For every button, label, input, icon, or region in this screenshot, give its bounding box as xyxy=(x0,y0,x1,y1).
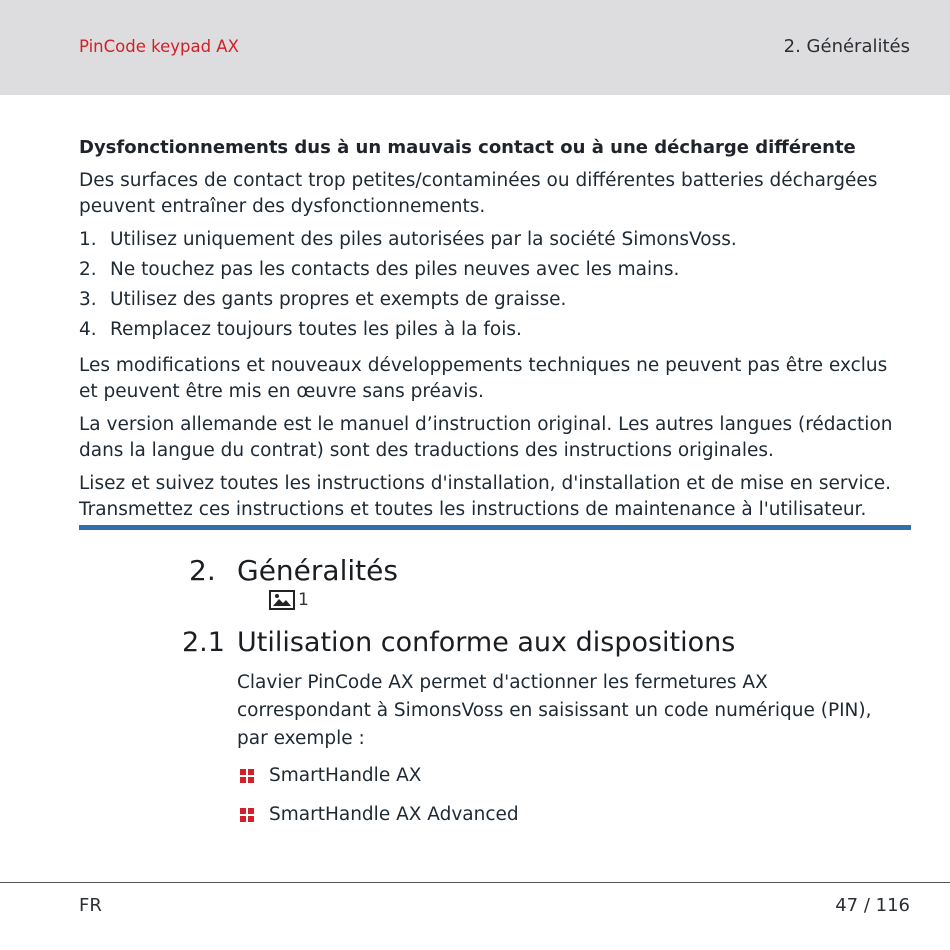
notice-paragraph: Les modifications et nouveaux développements techniques ne peuvent pas être exclus et peuvent être mis en œuvre sans préavis. xyxy=(79,355,888,402)
step-item xyxy=(79,227,911,257)
bullet-icon xyxy=(240,769,254,783)
bullet-icon xyxy=(240,808,254,822)
section-title: Généralités xyxy=(237,554,398,587)
list-item xyxy=(240,765,421,786)
footer-divider xyxy=(0,882,950,883)
step-item xyxy=(79,287,911,317)
steps-list xyxy=(79,227,911,347)
notice-heading: Dysfonctionnements dus à un mauvais contact ou à une décharge différente xyxy=(79,137,856,158)
notice-divider xyxy=(79,525,911,530)
image-icon xyxy=(269,590,295,610)
subsection-title: Utilisation conforme aux dispositions xyxy=(237,627,736,658)
section-number: 2. xyxy=(189,554,216,587)
step-number: 4. xyxy=(79,319,97,340)
notice-intro: Des surfaces de contact trop petites/contaminées ou différentes batteries déchargées peuvent entraîner des dysfonctionnements. xyxy=(79,170,878,217)
list-item-text: SmartHandle AX xyxy=(269,765,422,786)
page-number: 47 / 116 xyxy=(835,895,910,916)
page-header xyxy=(0,0,950,95)
step-number: 2. xyxy=(79,259,97,280)
step-item xyxy=(79,317,911,347)
product-name: PinCode keypad AX xyxy=(79,37,239,56)
image-reference[interactable] xyxy=(269,590,309,610)
step-text: Ne touchez pas les contacts des piles neuves avec les mains. xyxy=(110,259,680,280)
subsection-number: 2.1 xyxy=(182,627,225,658)
notice-paragraph: La version allemande est le manuel d’instruction original. Les autres langues (rédaction dans la langue du contrat) sont des traductions des instructions originales. xyxy=(79,414,893,461)
step-item xyxy=(79,257,911,287)
subsection-body: Clavier PinCode AX permet d'actionner les fermetures AX correspondant à SimonsVoss en saisissant un code numérique (PIN), par exemple : xyxy=(237,672,872,749)
list-item-text: SmartHandle AX Advanced xyxy=(269,804,519,825)
step-text: Utilisez des gants propres et exempts de graisse. xyxy=(110,289,567,310)
image-reference-number: 1 xyxy=(298,590,309,610)
list-item xyxy=(240,804,519,825)
step-number: 1. xyxy=(79,229,97,250)
step-number: 3. xyxy=(79,289,97,310)
footer-language: FR xyxy=(79,895,102,916)
chapter-title: 2. Généralités xyxy=(783,36,910,57)
notice-block xyxy=(79,136,911,530)
notice-paragraph: Lisez et suivez toutes les instructions d'installation, d'installation et de mise en service. Transmettez ces instructions et toutes les instructions de maintenance à l'utilisateur. xyxy=(79,473,892,520)
step-text: Remplacez toujours toutes les piles à la fois. xyxy=(110,319,522,340)
step-text: Utilisez uniquement des piles autorisées par la société SimonsVoss. xyxy=(110,229,737,250)
